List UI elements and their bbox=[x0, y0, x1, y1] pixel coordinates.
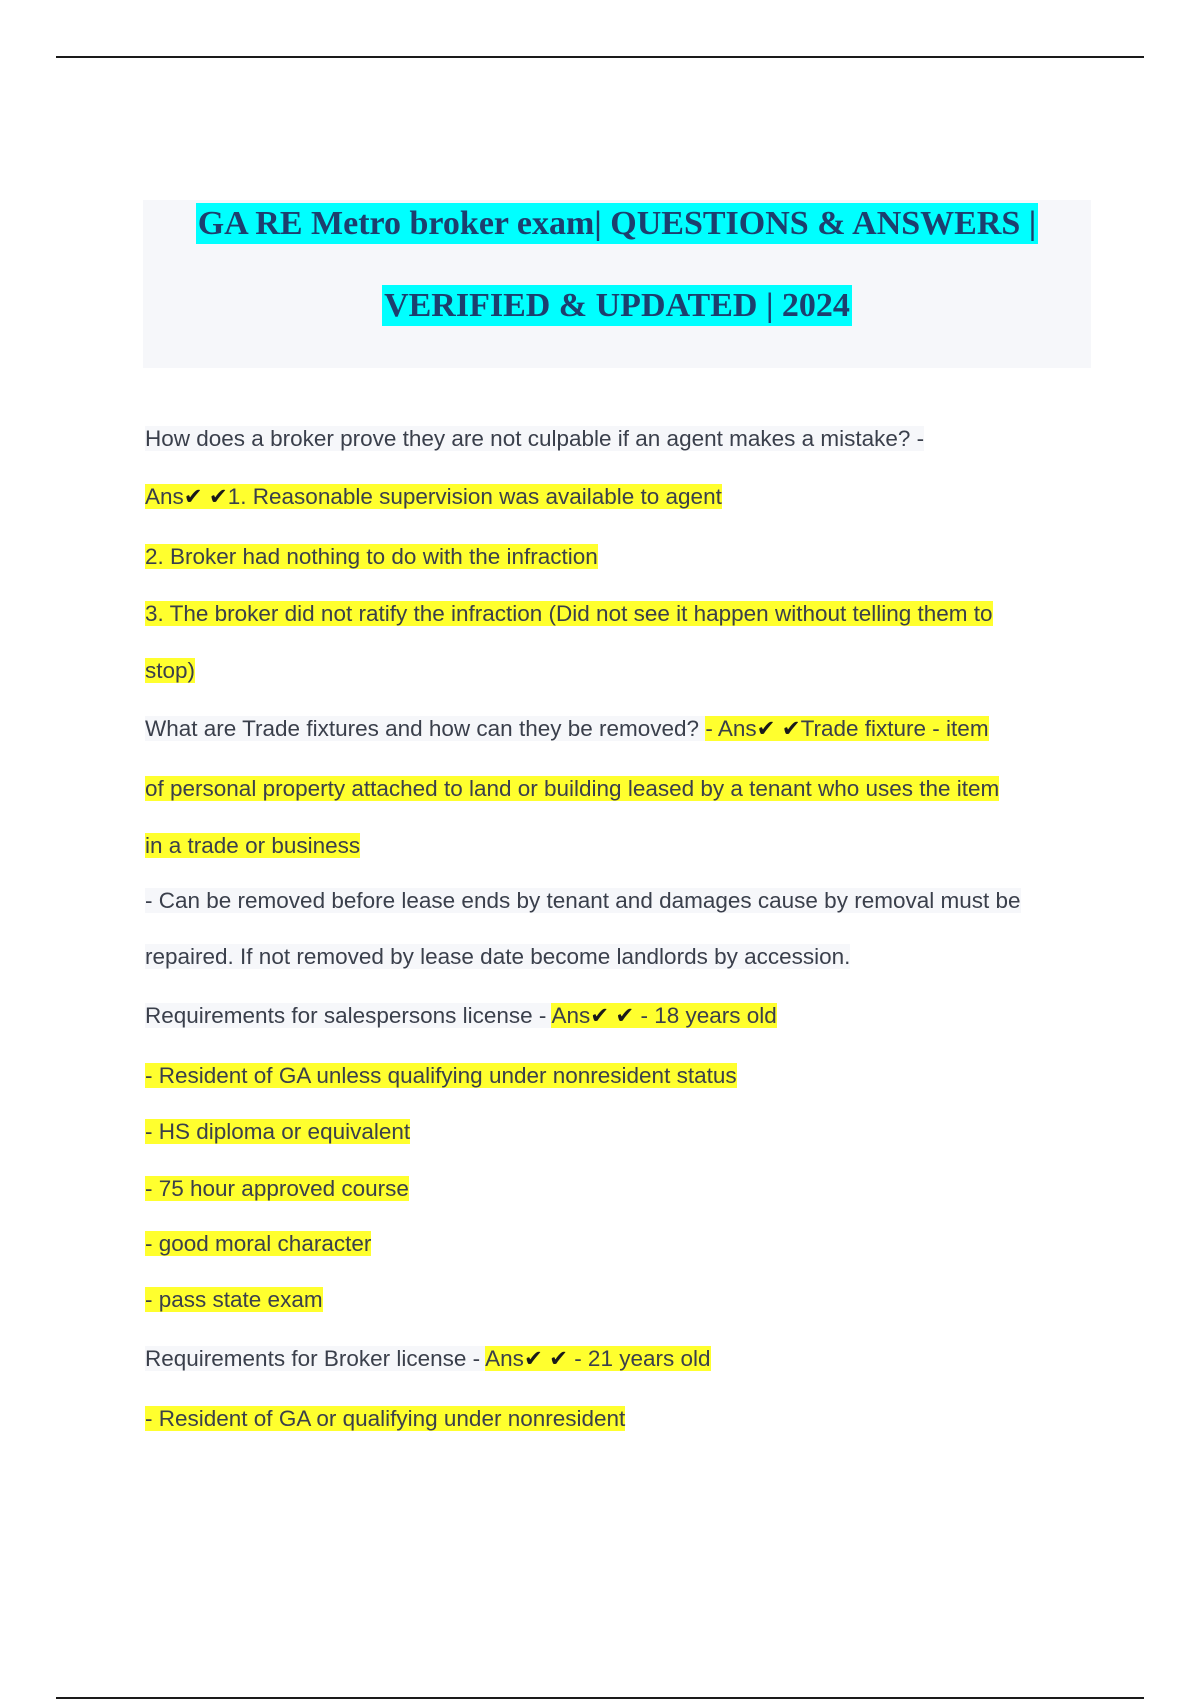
answer-1-line-3: 3. The broker did not ratify the infraction (Did not see it happen without telling them to bbox=[145, 601, 993, 626]
answer-3-line-4: - 75 hour approved course bbox=[145, 1176, 409, 1201]
bottom-rule bbox=[56, 1697, 1144, 1699]
answer-1-line-2: 2. Broker had nothing to do with the infraction bbox=[145, 544, 598, 569]
answer-3-line-6: - pass state exam bbox=[145, 1287, 323, 1312]
check-icon: ✔ bbox=[615, 1003, 635, 1029]
top-rule bbox=[56, 56, 1144, 58]
check-icon: ✔ bbox=[756, 716, 776, 742]
question-4: Requirements for Broker license - Ans✔ ✔ - 21 years old bbox=[145, 1346, 711, 1372]
answer-2-line-3: in a trade or business bbox=[145, 833, 361, 858]
answer-2-line-2: of personal property attached to land or building leased by a tenant who uses the item bbox=[145, 776, 1000, 801]
answer-4-line-2: - Resident of GA or qualifying under nonresident bbox=[145, 1406, 626, 1431]
answer-3-line-5: - good moral character bbox=[145, 1231, 372, 1256]
check-icon: ✔ bbox=[523, 1346, 543, 1372]
check-icon: ✔ bbox=[183, 484, 203, 510]
answer-2-extra-2: repaired. If not removed by lease date become landlords by accession. bbox=[145, 944, 851, 969]
question-1: How does a broker prove they are not culpable if an agent makes a mistake? - bbox=[145, 426, 925, 451]
question-2: What are Trade fixtures and how can they be removed? - Ans✔ ✔Trade fixture - item bbox=[145, 716, 989, 742]
answer-2-extra-1: - Can be removed before lease ends by tenant and damages cause by removal must be bbox=[145, 888, 1021, 913]
question-3: Requirements for salespersons license - Ans✔ ✔ - 18 years old bbox=[145, 1003, 777, 1029]
answer-1-line-1: Ans✔ ✔1. Reasonable supervision was available to agent bbox=[145, 484, 722, 510]
check-icon: ✔ bbox=[208, 484, 228, 510]
check-icon: ✔ bbox=[549, 1346, 568, 1372]
answer-3-line-2: - Resident of GA unless qualifying under nonresident status bbox=[145, 1063, 737, 1088]
check-icon: ✔ bbox=[590, 1003, 610, 1029]
check-icon: ✔ bbox=[781, 716, 801, 742]
answer-1-line-4: stop) bbox=[145, 658, 196, 683]
document-title-line-2: VERIFIED & UPDATED | 2024 bbox=[384, 287, 850, 324]
title-box bbox=[143, 200, 1091, 368]
document-title-line-1: GA RE Metro broker exam| QUESTIONS & ANSWERS | bbox=[197, 205, 1037, 242]
answer-3-line-3: - HS diploma or equivalent bbox=[145, 1119, 411, 1144]
